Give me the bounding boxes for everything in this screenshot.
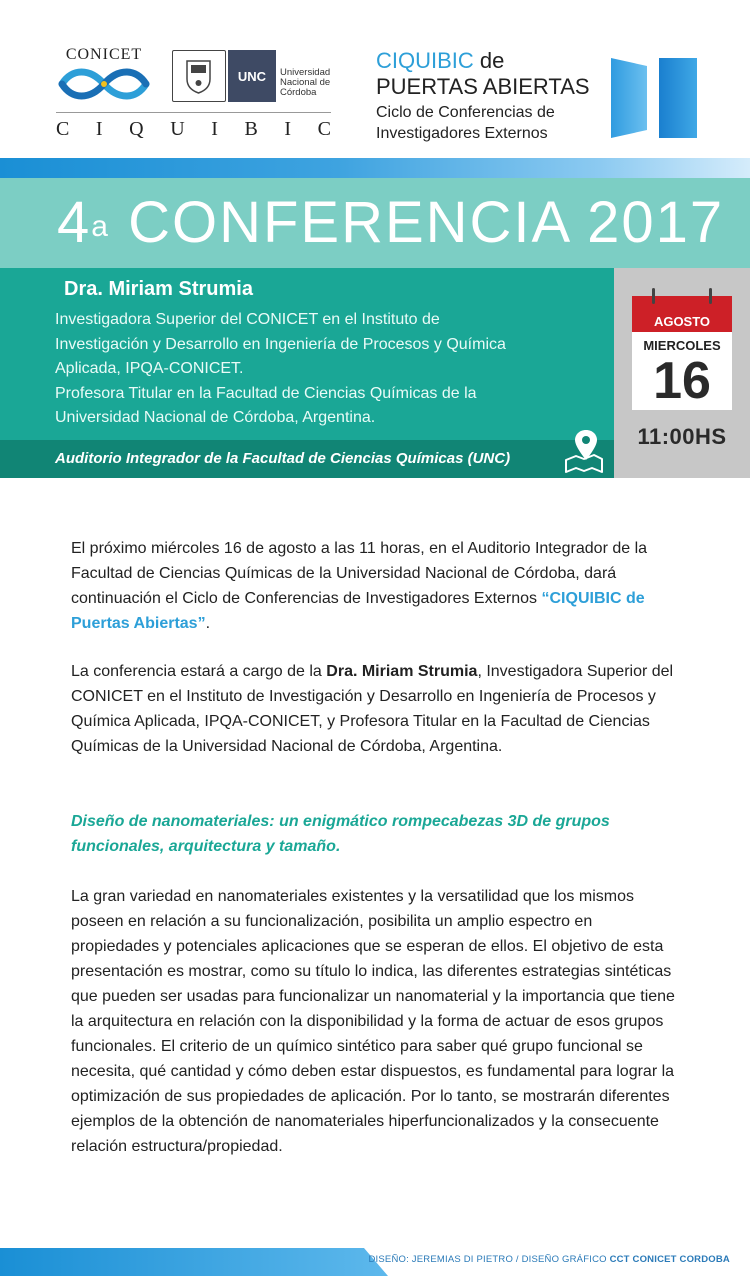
abstract-paragraph: La gran variedad en nanomateriales existentes y la versatilidad que los mismos poseen en relación a su funcionalización, posibilita un amplio espectro en propiedades y potenciales aplicaciones que se esperan de ellos. El objetivo de esta presentación es mostrar, como su título lo indica, las diferentes estrategias sintéticas que pueden ser usadas para funcionalizar un nanomaterial y la importancia que tiene la arquitectura en relación con la disponibilidad y la forma de actuar de esos grupos funcionales. El criterio de un químico sintético para saber qué grupo funcional se necesita, qué cantidad y cómo deben estar dispuestos, es fundamental para lograr la optimización de sus propiedades de aplicación. Por lo tanto, se mostrarán diferentes ejemplos de la obtención de nanomateriales hiperfuncionalizados y la consecuente relación estructura/propiedad. [71,888,675,1155]
calendar-ring-icon [709,288,712,304]
design-credit [369,1254,731,1265]
intro-end: . [205,615,211,632]
header [0,0,750,158]
unc-shield-icon [172,50,226,102]
program-name: “CIQUIBIC de Puertas Abiertas” [71,590,645,632]
ciquibic-letter: I [211,118,218,140]
speaker-paragraph-name: Dra. Miriam Strumia [326,663,478,680]
ciquibic-letter: C [56,118,70,140]
conicet-wave-icon [56,66,152,102]
intro-paragraph [71,536,681,636]
ciquibic-wordmark [56,118,331,142]
speaker-band [0,268,614,440]
calendar-month: AGOSTO [653,314,711,329]
ciquibic-letter: I [284,118,292,140]
pa-sub-line2: Investigadores Externos [376,125,548,142]
ciquibic-letter: C [317,118,331,140]
pa-brand: CIQUIBIC [376,48,474,73]
conference-title-text: CONFERENCIA 2017 [128,190,725,255]
conference-title-band [0,178,750,268]
speaker-bio [55,308,600,431]
pa-sub-line1: Ciclo de Conferencias de [376,104,555,121]
open-doors-icon [611,58,697,138]
ciquibic-letter: I [95,118,103,140]
ciquibic-letter: U [170,118,185,140]
footer [0,1248,750,1276]
conicet-logo [56,46,152,106]
conference-ordinal: a [91,210,110,243]
intro-text: El próximo miércoles 16 de agosto a las 11 horas, en el Auditorio Integrador de la Facultad de Ciencias Químicas de la Universidad Nacional de Córdoba, dará continuación el Ciclo de Conferencias de Investigadores Externos [71,540,648,607]
speaker-bio-line: Universidad Nacional de Córdoba, Argentina. [55,409,376,426]
location-pin-icon [562,428,606,474]
conference-title [57,190,724,256]
venue-band [0,440,614,478]
calendar-ring-icon [652,288,655,304]
conference-number: 4 [57,190,92,255]
venue-text: Auditorio Integrador de la Facultad de Ciencias Químicas (UNC) [55,450,511,467]
ciquibic-divider [56,112,331,113]
speaker-bio-line: Profesora Titular en la Facultad de Ciencias Químicas de la [55,384,477,402]
speaker-paragraph-start: La conferencia estará a cargo de la [71,663,327,680]
speaker-bio-line: Investigación y Desarrollo en Ingeniería de Procesos y Química [55,335,506,353]
date-panel [614,268,750,478]
credit-plain: DISEÑO: JEREMIAS DI PIETRO / DISEÑO GRÁFICO [368,1254,610,1265]
event-time: 11:00HS [637,424,727,449]
calendar-day: 16 [653,352,711,410]
speaker-bio-line: Investigadora Superior del CONICET en el Instituto de [55,311,440,328]
speaker-paragraph [71,659,681,759]
unc-logo-abbr: UNC [228,50,276,102]
speaker-paragraph-rest: , Investigadora Superior del CONICET en el Instituto de Investigación y Desarrollo en Ingeniería de Procesos y Química Aplicada, IPQA-CONICET, y Profesora Titular en la Facultad de Ciencias Químicas de la Universidad Nacional de Córdoba, Argentina. [71,663,674,755]
puertas-abiertas-title [376,48,590,100]
credit-bold: CCT CONICET CORDOBA [609,1254,730,1265]
calendar-icon [632,296,732,410]
ciquibic-letter: B [244,118,258,140]
puertas-abiertas-subtitle [376,102,555,144]
calendar-weekday: MIERCOLES [643,338,721,353]
pa-title-line2: PUERTAS ABIERTAS [376,74,590,99]
unc-logo [172,50,332,102]
decorative-blue-strip [0,158,750,178]
speaker-name: Dra. Miriam Strumia [64,278,253,300]
talk-title: Diseño de nanomateriales: un enigmático rompecabezas 3D de grupos funcionales, arquitectura y tamaño. [71,813,610,855]
ciquibic-letter: Q [129,118,144,140]
speaker-bio-line: Aplicada, IPQA-CONICET. [55,360,244,377]
unc-logo-name: Universidad Nacional de Córdoba [280,67,331,98]
conicet-logo-text: CONICET [65,46,143,63]
pa-brand-suffix: de [479,48,505,73]
